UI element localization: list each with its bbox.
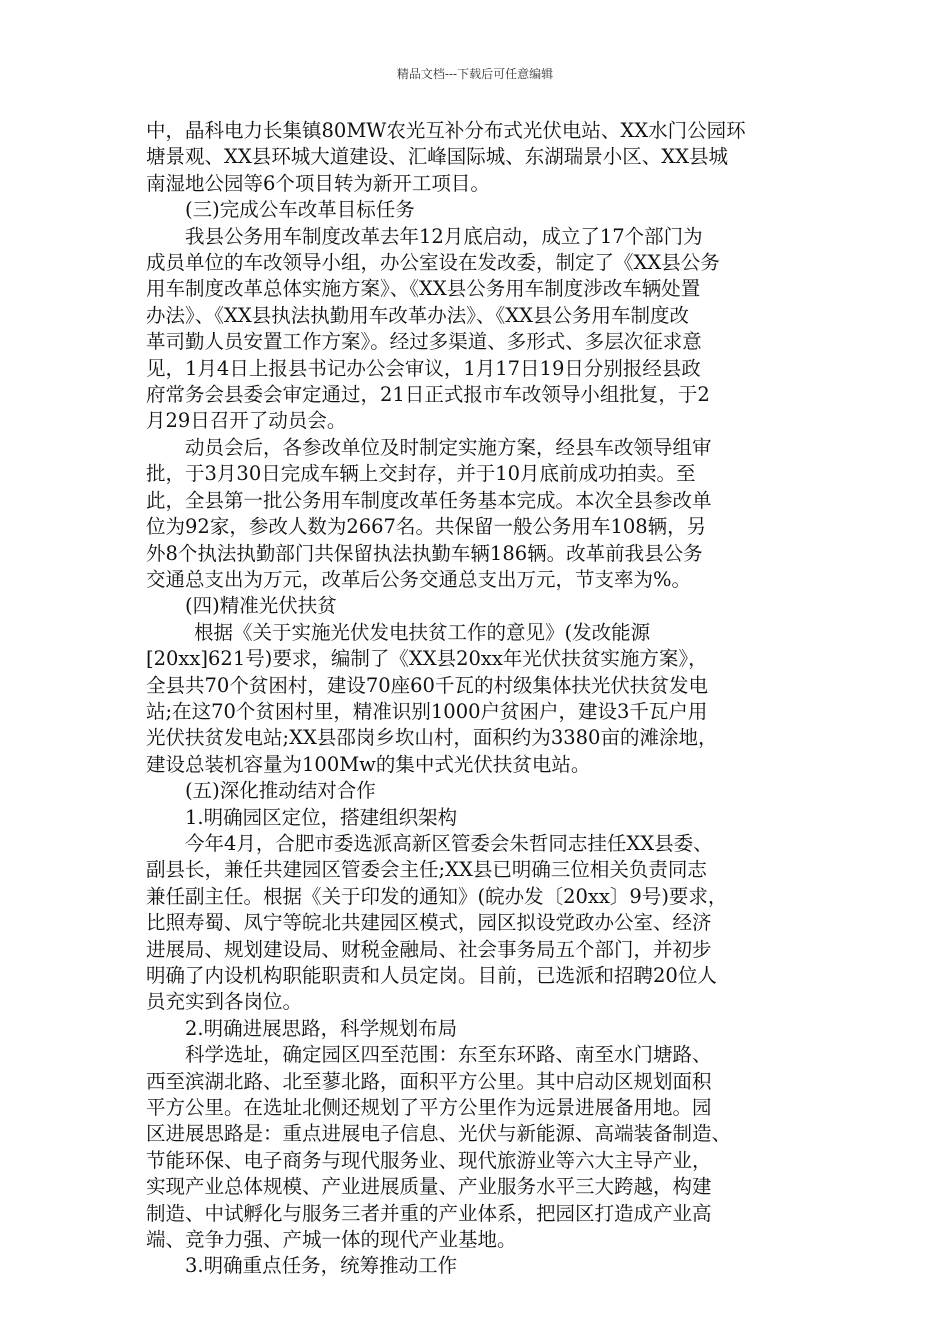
text-line: 员充实到各岗位。 — [146, 990, 303, 1014]
text-line: 中，晶科电力长集镇80MW农光互补分布式光伏电站、XX水门公园环 — [146, 119, 746, 142]
text-line: 革司勤人员安置工作方案》。经过多渠道、多形式、多层次征求意 — [146, 330, 702, 354]
text-line: (四)精准光伏扶贫 — [185, 594, 337, 618]
section-heading — [146, 197, 811, 223]
text-line: 交通总支出为万元，改革后公务交通总支出万元，节支率为%。 — [146, 567, 692, 591]
paragraph — [146, 435, 811, 593]
text-line: 比照寿蜀、凤宁等皖北共建园区模式，园区拟设党政办公室、经济 — [146, 911, 712, 935]
text-line: (三)完成公车改革目标任务 — [185, 198, 415, 222]
text-line: 节能环保、电子商务与现代服务业、现代旅游业等六大主导产业， — [146, 1148, 712, 1172]
text-line: 2.明确进展思路，科学规划布局 — [185, 1016, 458, 1040]
text-line: 此，全县第一批公务用车制度改革任务基本完成。本次全县参改单 — [146, 488, 712, 512]
text-line: 科学选址，确定园区四至范围：东至东环路、南至水门塘路、 — [185, 1043, 712, 1067]
text-line: 今年4月，合肥市委选派高新区管委会朱哲同志挂任XX县委、 — [185, 831, 713, 855]
text-line: 动员会后，各参改单位及时制定实施方案，经县车改领导组审 — [185, 435, 712, 459]
text-line: 进展局、规划建设局、财税金融局、社会事务局五个部门，并初步 — [146, 937, 712, 961]
text-line: 全县共70个贫困村，建设70座60千瓦的村级集体扶光伏扶贫发电 — [146, 673, 708, 697]
text-line: [20xx]621号)要求，编制了《XX县20xx年光伏扶贫实施方案》， — [146, 647, 708, 671]
text-line: 月29日召开了动员会。 — [146, 409, 347, 433]
text-line: 明确了内设机构职能职责和人员定岗。目前，已选派和招聘20位人 — [146, 964, 717, 987]
text-line: 用车制度改革总体实施方案》、《XX县公务用车制度涉改车辆处置 — [146, 277, 701, 301]
text-line: 南湿地公园等6个项目转为新开工项目。 — [146, 171, 490, 195]
text-line: 光伏扶贫发电站;XX县邵岗乡坎山村，面积约为3380亩的滩涂地， — [146, 726, 718, 750]
text-line: 我县公务用车制度改革去年12月底启动，成立了17个部门为 — [185, 224, 703, 248]
paragraph — [146, 1042, 811, 1253]
text-line: 3.明确重点任务，统筹推动工作 — [185, 1254, 458, 1278]
text-line: 批，于3月30日完成车辆上交封存，并于10月底前成功拍卖。至 — [146, 462, 696, 486]
text-line: 位为92家，参改人数为2667名。共保留一般公务用车108辆，另 — [146, 515, 707, 539]
text-line: 制造、中试孵化与服务三者并重的产业体系，把园区打造成产业高 — [146, 1201, 712, 1225]
text-line: 站;在这70个贫困村里，精准识别1000户贫困户，建设3千瓦户用 — [146, 699, 708, 723]
text-line: 兼任副主任。根据《关于印发的通知》(皖办发〔20xx〕9号)要求， — [146, 884, 728, 908]
paragraph — [146, 224, 811, 435]
text-line: 外8个执法执勤部门共保留执法执勤车辆186辆。改革前我县公务 — [146, 541, 703, 565]
section-heading — [146, 593, 811, 619]
text-line: 办法》、《XX县执法执勤用车改革办法》、《XX县公务用车制度改 — [146, 303, 690, 327]
paragraph — [146, 118, 811, 197]
text-line: 区进展思路是：重点进展电子信息、光伏与新能源、高端装备制造、 — [146, 1122, 732, 1146]
text-line: 副县长，兼任共建园区管委会主任;XX县已明确三位相关负责同志 — [146, 858, 707, 882]
text-line: 1.明确园区定位，搭建组织架构 — [185, 805, 458, 829]
text-line: 建设总装机容量为100Mw的集中式光伏扶贫电站。 — [146, 752, 591, 776]
text-line: 根据《关于实施光伏发电扶贫工作的意见》(发改能源 — [194, 620, 651, 644]
text-line: (五)深化推动结对合作 — [185, 779, 376, 803]
text-line: 府常务会县委会审定通过，21日正式报市车改领导小组批复，于2 — [146, 383, 710, 407]
paragraph — [146, 831, 811, 1016]
subsection-heading — [146, 1253, 811, 1279]
subsection-heading — [146, 1016, 811, 1042]
subsection-heading — [146, 805, 811, 831]
text-line: 平方公里。在选址北侧还规划了平方公里作为远景进展备用地。园 — [146, 1096, 712, 1120]
paragraph — [146, 620, 811, 778]
text-line: 见，1月4日上报县书记办公会审议，1月17日19日分别报经县政 — [146, 356, 701, 380]
text-line: 西至滨湖北路、北至蓼北路，面积平方公里。其中启动区规划面积 — [146, 1069, 712, 1093]
text-line: 实现产业总体规模、产业进展质量、产业服务水平三大跨越，构建 — [146, 1175, 712, 1199]
text-line: 端、竞争力强、产城一体的现代产业基地。 — [146, 1228, 517, 1252]
page-header: 精品文档---下载后可任意编辑 — [396, 67, 554, 81]
document-body — [146, 118, 811, 1280]
text-line: 成员单位的车改领导小组，办公室设在发改委，制定了《XX县公务 — [146, 251, 720, 275]
text-line: 塘景观、XX县环城大道建设、汇峰国际城、东湖瑞景小区、XX县城 — [146, 145, 729, 169]
section-heading — [146, 778, 811, 804]
